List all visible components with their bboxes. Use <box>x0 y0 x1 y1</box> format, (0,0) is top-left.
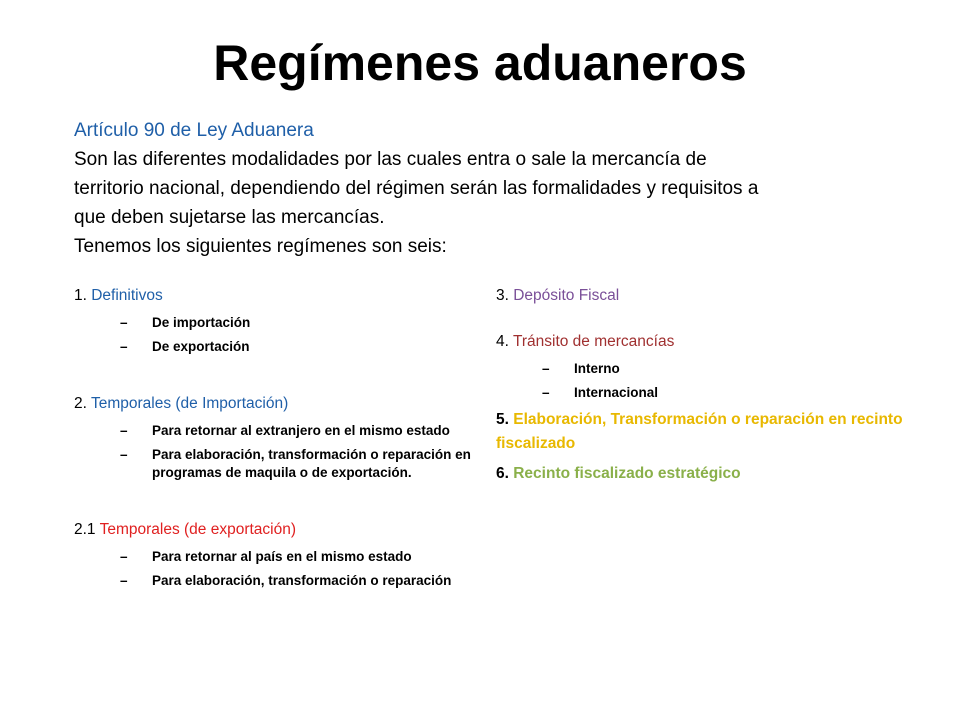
section-deposito-fiscal <box>496 284 916 308</box>
list-item <box>74 314 474 332</box>
slide-title: Regímenes aduaneros <box>213 35 747 91</box>
section-recinto-estrategico <box>496 462 916 486</box>
dash-bullet: – <box>120 423 128 438</box>
dash-bullet: – <box>120 339 128 354</box>
intro-line: Son las diferentes modalidades por las cuales entra o sale la mercancía de <box>74 149 707 170</box>
section-number: 5. <box>496 411 514 428</box>
list-item-text: De exportación <box>152 339 250 354</box>
dash-bullet: – <box>120 549 128 564</box>
section-label: Recinto fiscalizado estratégico <box>513 465 741 482</box>
list-item-text: Para retornar al país en el mismo estado <box>152 549 412 564</box>
intro-block <box>74 116 894 261</box>
right-column <box>496 284 916 486</box>
dash-bullet: – <box>542 361 550 376</box>
intro-line: que deben sujetarse las mercancías. <box>74 207 385 228</box>
section-number: 4. <box>496 333 513 350</box>
section-temporales-exportacion <box>74 518 474 542</box>
section-transito <box>496 330 916 354</box>
list-item-text: Para elaboración, transformación o reparación <box>152 573 452 588</box>
section-label: Temporales (de Importación) <box>90 395 289 412</box>
list-item <box>74 422 474 440</box>
section-label: Tránsito de mercancías <box>512 333 675 350</box>
section-number: 3. <box>496 287 514 304</box>
section-number: 1. <box>74 287 92 304</box>
section-label: Depósito Fiscal <box>513 287 620 304</box>
section-label: Temporales (de exportación) <box>99 521 297 538</box>
list-item <box>496 384 916 402</box>
dash-bullet: – <box>120 447 128 462</box>
section-definitivos <box>74 284 474 308</box>
dash-bullet: – <box>120 315 128 330</box>
section-number: 6. <box>496 465 514 482</box>
list-item-text: Para elaboración, transformación o reparación en programas de maquila o de exportación. <box>152 447 471 480</box>
list-item <box>74 572 474 590</box>
list-item-text: Interno <box>574 361 620 376</box>
left-column <box>74 284 474 590</box>
list-item-text: De importación <box>152 315 251 330</box>
intro-line: territorio nacional, dependiendo del régimen serán las formalidades y requisitos a <box>74 178 759 199</box>
article-reference: Artículo 90 de Ley Aduanera <box>74 120 314 141</box>
list-item <box>74 446 474 482</box>
section-elaboracion <box>496 408 916 456</box>
dash-bullet: – <box>542 385 550 400</box>
list-item <box>496 360 916 378</box>
list-item <box>74 338 474 356</box>
section-label: Elaboración, Transformación o reparación en recinto fiscalizado <box>496 411 903 452</box>
list-item-text: Internacional <box>574 385 659 400</box>
dash-bullet: – <box>120 573 128 588</box>
section-number: 2.1 <box>74 521 100 538</box>
section-label: Definitivos <box>91 287 163 304</box>
list-item-text: Para retornar al extranjero en el mismo estado <box>152 423 450 438</box>
intro-line: Tenemos los siguientes regímenes son seis: <box>74 236 447 257</box>
section-number: 2. <box>74 395 91 412</box>
list-item <box>74 548 474 566</box>
section-temporales-importacion <box>74 392 474 416</box>
